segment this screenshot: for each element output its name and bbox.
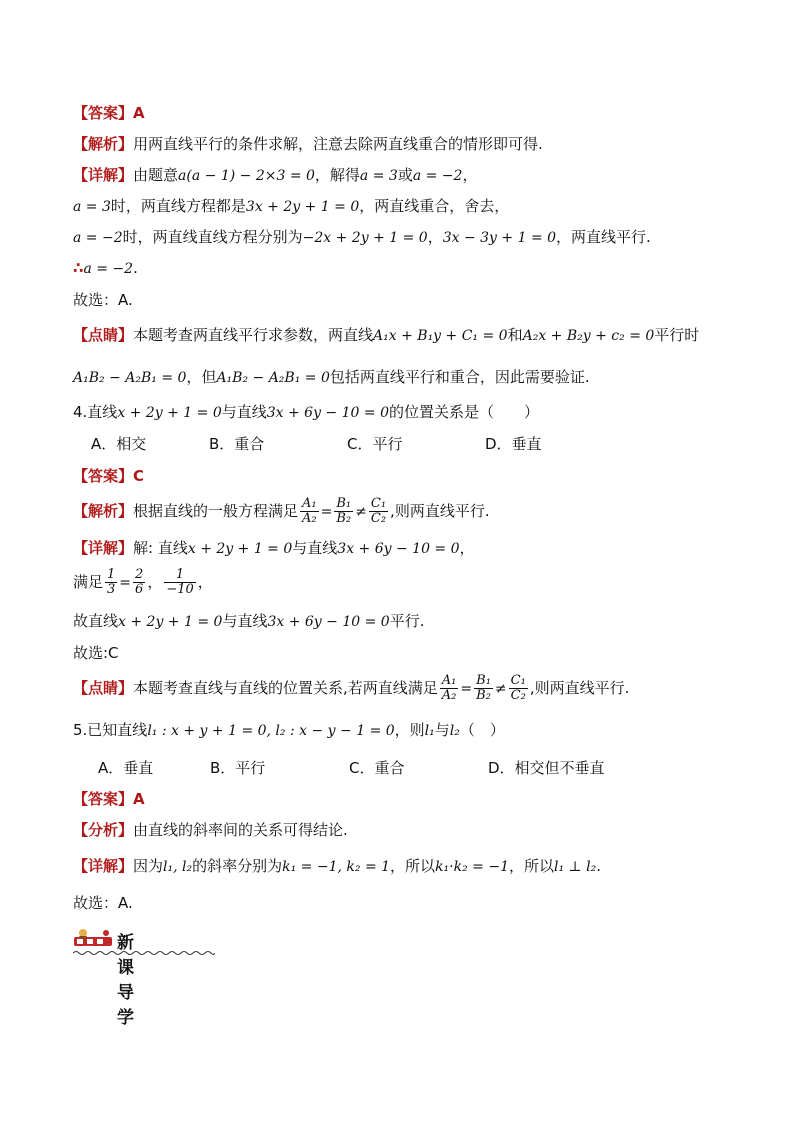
answer-tag: 【答案】 (73, 790, 134, 808)
q5-detail-line (73, 856, 601, 877)
choose-text: 故选：A. (73, 894, 133, 912)
banner-title: 新课导学 (117, 933, 134, 1028)
option-c: C．平行 (347, 435, 403, 453)
denominator: 6 (135, 582, 144, 597)
q3-comment-line-2 (73, 367, 590, 388)
equation: x + 2y + 1 = 0 (187, 541, 293, 557)
text: ，两直线重合，舍去， (359, 197, 510, 215)
banner-underline (73, 950, 215, 956)
q4-choose-line (73, 643, 119, 663)
answer-value: A (133, 790, 145, 808)
text: 与直线 (221, 403, 267, 421)
q3-detail-line (73, 165, 477, 186)
text: ， (147, 573, 163, 591)
text: 平行. (389, 612, 425, 630)
text: . (596, 857, 602, 875)
equation: a = 3 (359, 168, 398, 184)
text: ,则两直线平行. (529, 679, 630, 697)
text: 本题考查两直线平行求参数，两直线 (133, 326, 374, 344)
q5-options (98, 758, 605, 778)
option-b: B．平行 (210, 759, 266, 777)
equation: 3x + 6y − 10 = 0 (266, 405, 389, 421)
text: ， (427, 228, 443, 246)
answer-tag: 【答案】 (73, 467, 134, 485)
text: ，解得 (314, 166, 360, 184)
text: 故直线 (73, 612, 119, 630)
text: 满足 (73, 573, 104, 591)
equation: l₁ : x + y + 1 = 0, l₂ : x − y − 1 = 0 (147, 723, 395, 739)
text: 4.直线 (73, 403, 118, 421)
text: 根据直线的一般方程满足 (133, 502, 299, 520)
fraction (133, 568, 145, 597)
equation: a = −2 (83, 261, 134, 277)
numerator: C₁ (370, 496, 387, 511)
q3-analysis-line (73, 134, 543, 154)
option-a: A．相交 (91, 435, 147, 453)
text: 或 (397, 166, 413, 184)
text: ， (197, 573, 213, 591)
equation: a = −2 (412, 168, 463, 184)
analysis-tag: 【解析】 (73, 135, 134, 153)
analysis-tag: 【分析】 (73, 821, 134, 839)
equation: k₁·k₂ = −1 (435, 859, 509, 875)
q3-choose-line (73, 290, 133, 310)
text: ， (462, 166, 478, 184)
equation: a = −2 (73, 230, 123, 246)
option-d: D．相交但不垂直 (488, 759, 605, 777)
equation: A₁B₂ − A₂B₁ = 0 (73, 370, 187, 386)
equation: A₂x + B₂y + c₂ = 0 (522, 328, 655, 344)
text: 的位置关系是（ ） (388, 403, 539, 421)
numerator: A₁ (441, 673, 457, 688)
fraction (164, 568, 195, 597)
equation: A₁B₂ − A₂B₁ = 0 (216, 370, 330, 386)
answer-tag: 【答案】 (73, 104, 134, 122)
equation: 3x + 6y − 10 = 0 (267, 614, 390, 630)
equation: A₁x + B₁y + C₁ = 0 (373, 328, 508, 344)
choose-text: 故选：A. (73, 291, 133, 309)
denominator: B₂ (476, 688, 491, 703)
equation: l₁ (424, 723, 435, 739)
option-a: A．垂直 (98, 759, 154, 777)
equation: x + 2y + 1 = 0 (118, 614, 223, 630)
text: 与直线 (292, 539, 338, 557)
fraction-b (474, 674, 493, 703)
text: ，两直线平行. (556, 228, 651, 246)
equation: a(a − 1) − 2×3 = 0 (178, 168, 315, 184)
analysis-tag: 【解析】 (73, 502, 134, 520)
q4-satisfy-line: 满足 $\frac{1}{3}$ = $\frac{2}{6}$ ， $\frac{1}{-10}$ ， (73, 567, 213, 597)
fraction-c (509, 674, 528, 703)
numerator: C₁ (510, 673, 526, 688)
equation: a = 3 (73, 199, 111, 215)
q4-options (91, 434, 542, 454)
q4-answer-line (73, 466, 144, 486)
text: 与直线 (222, 612, 268, 630)
option-c: C．重合 (349, 759, 405, 777)
text: 由题意 (133, 166, 179, 184)
equation: l₂ (449, 723, 460, 739)
answer-value: A (133, 104, 145, 122)
q3-comment-line (73, 325, 699, 346)
fraction-c (369, 497, 388, 526)
q3-answer-line (73, 103, 145, 123)
text: 因为 (133, 857, 164, 875)
detail-tag: 【详解】 (73, 166, 134, 184)
therefore-symbol: ∴ (73, 259, 84, 277)
denominator: B₂ (336, 511, 352, 526)
text: ，所以 (390, 857, 436, 875)
q3-detail-line-2 (73, 196, 509, 217)
text: 5.已知直线 (73, 721, 148, 739)
answer-value: C (133, 467, 145, 485)
numerator: B₁ (476, 673, 491, 688)
numerator: B₁ (336, 496, 352, 511)
comment-tag: 【点睛】 (73, 326, 134, 344)
text: （ ） (459, 721, 505, 739)
numerator: 1 (164, 568, 195, 583)
q4-analysis-line: 【解析】根据直线的一般方程满足 $\frac{\text{A₁}}{\text{A₂}}$ = $\frac{\text{B₁}}{\text{B₂}}$ ≠ $\frac{\text{C₁}}{\text{C₂}}$ ,则两直线平行. (73, 496, 490, 526)
q5-choose-line (73, 893, 133, 913)
equation: 3x − 3y + 1 = 0 (442, 230, 557, 246)
text: 与 (434, 721, 450, 739)
comment-tag: 【点睛】 (73, 679, 134, 697)
q3-detail-line-3 (73, 227, 651, 248)
detail-tag: 【详解】 (73, 857, 134, 875)
equation: k₁ = −1, k₂ = 1 (282, 859, 391, 875)
numerator: 2 (135, 567, 144, 582)
text: 平行时 (654, 326, 700, 344)
equation: l₁, l₂ (163, 859, 193, 875)
equation: 3x + 6y − 10 = 0 (337, 541, 460, 557)
text: ，但 (186, 368, 217, 386)
fraction (105, 568, 117, 597)
q3-therefore-line (73, 258, 138, 279)
text: 时，两直线方程都是 (110, 197, 246, 215)
text: 由直线的斜率间的关系可得结论. (133, 821, 348, 839)
denominator: A₂ (441, 688, 457, 703)
q5-stem (73, 720, 505, 741)
q4-comment-line: 【点睛】本题考查直线与直线的位置关系,若两直线满足 $\frac{\text{A₁}}{\text{A₂}}$ = $\frac{\text{B₁}}{\text{B₂}}$ ≠ $\frac{\text{C₁}}{\text{C₂}}$ ,则两直线平行. (73, 673, 630, 703)
choose-text: 故选:C (73, 644, 119, 662)
q4-conclusion-line (73, 611, 424, 632)
option-d: D．垂直 (485, 435, 542, 453)
equation: x + 2y + 1 = 0 (117, 405, 222, 421)
text: 时，两直线直线方程分别为 (122, 228, 303, 246)
text: 和 (507, 326, 523, 344)
denominator: −10 (166, 582, 194, 597)
denominator: C₂ (370, 511, 387, 526)
q5-analysis-line (73, 820, 348, 840)
equation: 3x + 2y + 1 = 0 (245, 199, 360, 215)
denominator: C₂ (510, 688, 526, 703)
fraction-a (300, 497, 319, 526)
denominator: A₂ (302, 511, 317, 526)
analysis-text: 用两直线平行的条件求解，注意去除两直线重合的情形即可得. (133, 135, 543, 153)
fraction-a (440, 674, 459, 703)
text: 包括两直线平行和重合，因此需要验证. (329, 368, 590, 386)
text: ,则两直线平行. (390, 502, 490, 520)
q5-answer-line (73, 789, 145, 809)
detail-tag: 【详解】 (73, 539, 134, 557)
equation: l₁ ⊥ l₂ (554, 859, 597, 875)
text: . (133, 259, 138, 277)
banner-logo-icon (73, 928, 115, 950)
text: 本题考查直线与直线的位置关系,若两直线满足 (133, 679, 438, 697)
q4-detail-line (73, 538, 475, 559)
text: ，所以 (508, 857, 554, 875)
numerator: 1 (107, 567, 116, 582)
option-b: B．重合 (209, 435, 265, 453)
text: ，则 (394, 721, 425, 739)
denominator: 3 (107, 582, 116, 597)
numerator: A₁ (302, 496, 317, 511)
q4-stem (73, 402, 539, 423)
text: 的斜率分别为 (192, 857, 283, 875)
text: 解: 直线 (133, 539, 188, 557)
equation: −2x + 2y + 1 = 0 (302, 230, 428, 246)
text: ， (459, 539, 475, 557)
fraction-b (334, 497, 353, 526)
